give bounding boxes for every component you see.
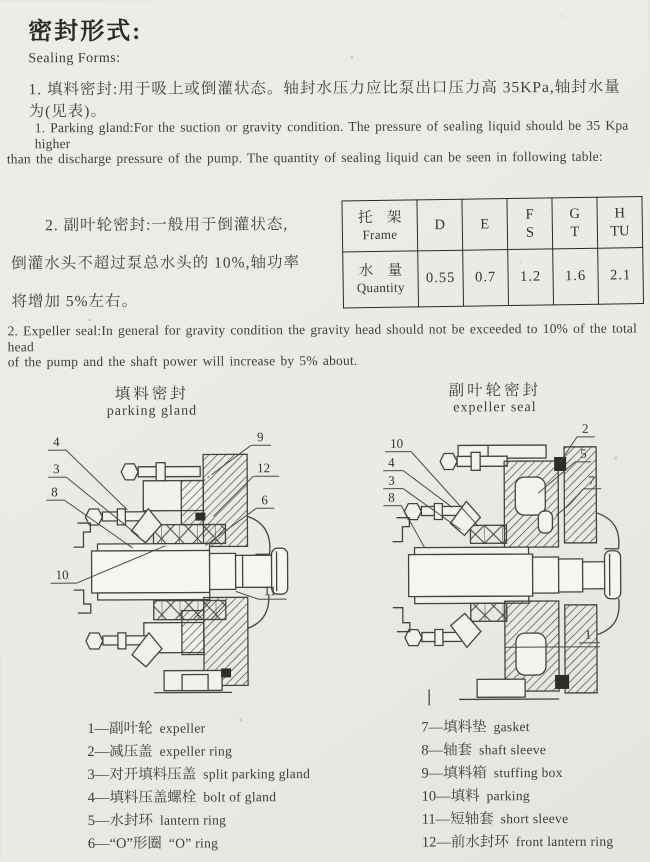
legend-item-10: [422, 784, 614, 808]
legend-item-7: [421, 715, 613, 739]
expeller-seal-diagram: [358, 417, 650, 715]
quantity-value: 0.55: [418, 250, 464, 307]
parking-gland-drawing: [35, 424, 336, 710]
frame-code: D: [418, 216, 462, 235]
legend-cn: 水封环: [109, 813, 153, 829]
table-header-quantity: [343, 251, 419, 308]
right-diagram-title-cn: 副叶轮密封: [415, 378, 575, 401]
legend-dash: —: [95, 744, 110, 760]
legend-cn: 前水封环: [451, 834, 509, 850]
legend-en: split parking gland: [203, 766, 310, 781]
callout-10: 10: [390, 436, 403, 451]
legend-item-1: [87, 716, 310, 740]
legend-item-8: [421, 738, 613, 762]
section1-english-line2: than the discharge pressure of the pump. The quantity of sealing liquid can be seen in following table:: [7, 149, 627, 168]
legend-dash: —: [95, 836, 110, 852]
callout-2: 2: [582, 421, 589, 436]
callout-1: 1: [585, 627, 592, 642]
legend-number: 12: [422, 835, 437, 851]
frame-label-en: Frame: [343, 226, 417, 243]
callout-5: 5: [580, 446, 587, 461]
legend-dash: —: [95, 721, 110, 737]
table-col-e: [462, 199, 508, 251]
legend-cn: 短轴套: [450, 811, 494, 827]
legend-item-11: [422, 807, 614, 831]
legend-cn: 填料: [451, 788, 480, 804]
legend-item-3: [87, 762, 310, 786]
frame-code2: S: [508, 223, 552, 242]
legend-en: front lantern ring: [516, 834, 614, 849]
legend-cn: 填料箱: [443, 765, 487, 781]
callout-11: 11: [264, 583, 277, 598]
legend-number: 9: [421, 766, 428, 782]
frame-code: H: [598, 204, 642, 223]
frame-code: F: [508, 205, 552, 224]
legend-cn: 对开填料压盖: [109, 767, 196, 783]
legend-en: bolt of gland: [203, 789, 276, 804]
section2-english-line2: of the pump and the shaft power will increase by 5% about.: [8, 352, 640, 371]
scan-speck: [350, 56, 353, 59]
legend-number: 11: [422, 812, 436, 828]
parking-gland-diagram: [35, 424, 336, 715]
left-diagram-title-cn: 填料密封: [72, 381, 232, 404]
legend-cn: “O”形圈: [110, 836, 162, 852]
quantity-label-cn: 水 量: [343, 262, 417, 281]
legend-cn: 减压盖: [109, 744, 153, 760]
legend-item-2: [87, 739, 310, 763]
legend-dash: —: [429, 719, 444, 735]
section2-english-line1: 2. Expeller seal:In general for gravity condition the gravity head should not be exceeded to 10% of the total head: [8, 321, 640, 356]
legend-number: 5: [88, 813, 95, 829]
scan-speck: [561, 15, 563, 17]
legend-number: 4: [88, 790, 95, 806]
callout-10: 10: [56, 567, 69, 582]
frame-code: E: [463, 215, 507, 234]
legend-item-6: [88, 831, 311, 855]
legend-dash: —: [95, 790, 110, 806]
legend-number: 6: [88, 836, 95, 852]
section2-chinese-line2: 倒灌水头不超过泵总水头的 10%,轴功率: [11, 250, 300, 273]
quantity-value: 1.6: [553, 248, 599, 305]
table-header-frame: [342, 200, 418, 252]
legend-number: 3: [87, 767, 94, 783]
expeller-seal-drawing: [358, 417, 650, 710]
legend-number: 1: [87, 721, 94, 737]
legend-en: shaft sleeve: [479, 742, 546, 757]
legend-number: 2: [87, 744, 94, 760]
quantity-value: 0.7: [463, 250, 509, 307]
table-col-d: [417, 199, 463, 251]
callout-4: 4: [388, 455, 395, 470]
sealing-liquid-quantity-table: [341, 196, 644, 308]
quantity-table-wrap: [342, 198, 643, 307]
legend-en: stuffing box: [494, 765, 563, 780]
callout-4: 4: [53, 434, 60, 449]
legend-right-column: [421, 715, 613, 854]
callout-6: 6: [261, 492, 268, 507]
legend-dash: —: [429, 742, 444, 758]
quantity-value: 1.2: [508, 249, 554, 306]
quantity-label-en: Quantity: [344, 280, 418, 297]
legend-en: gasket: [494, 719, 530, 734]
legend-cn: 轴套: [443, 742, 472, 758]
legend-en: parking: [487, 788, 530, 803]
legend-dash: —: [436, 834, 451, 850]
callout-7: 7: [588, 473, 595, 488]
callout-3: 3: [388, 473, 395, 488]
section2-chinese-line3: 将增加 5%左右。: [11, 289, 138, 312]
legend-item-5: [88, 808, 311, 832]
frame-label-cn: 托 架: [343, 208, 417, 227]
callout-9: 9: [257, 429, 264, 444]
legend-cn: 填料压盖螺栓: [109, 790, 196, 806]
legend-item-4: [88, 785, 311, 809]
frame-code: G: [553, 205, 597, 224]
callout-3: 3: [53, 461, 60, 476]
table-col-htu: [597, 197, 643, 249]
section1-chinese: 1. 填料密封:用于吸上或倒灌状态。轴封水压力应比泵出口压力高 35KPa,轴封水量为(见表)。: [28, 75, 634, 122]
legend-dash: —: [95, 767, 110, 783]
legend-en: “O” ring: [169, 835, 218, 850]
right-diagram-title-en: expeller seal: [415, 400, 575, 417]
legend-dash: —: [95, 813, 110, 829]
scan-speck: [88, 319, 91, 321]
callout-8: 8: [388, 490, 395, 505]
legend-dash: —: [436, 788, 451, 804]
legend-dash: —: [436, 811, 451, 827]
legend-en: short sleeve: [501, 811, 569, 826]
legend-dash: —: [429, 765, 444, 781]
legend-number: 8: [421, 743, 428, 759]
legend-number: 7: [421, 720, 428, 736]
frame-code2: TU: [598, 222, 642, 241]
left-diagram-title-en: parking gland: [72, 403, 232, 420]
legend-en: expeller ring: [160, 743, 233, 758]
legend-item-9: [421, 761, 613, 785]
legend-item-12: [422, 830, 614, 854]
page-title-en: Sealing Forms:: [28, 51, 120, 67]
frame-code2: T: [553, 223, 597, 242]
callout-12: 12: [257, 460, 270, 475]
legend-left-column: [87, 716, 310, 855]
legend-number: 10: [422, 789, 437, 805]
page-title-cn: 密封形式:: [28, 11, 142, 46]
legend-en: expeller: [160, 721, 206, 736]
legend-cn: 副叶轮: [109, 721, 153, 737]
table-col-fs: [507, 198, 553, 250]
legend-en: lantern ring: [160, 812, 226, 827]
callout-8: 8: [51, 484, 58, 499]
quantity-value: 2.1: [598, 248, 644, 305]
table-col-gt: [552, 197, 598, 249]
legend-cn: 填料垫: [443, 719, 487, 735]
section2-chinese-line1: 2. 副叶轮密封:一般用于倒灌状态,: [45, 212, 288, 235]
section1-english-line1: 1. Parking gland:For the suction or gravity condition. The pressure of sealing liquid should be 35 Kpa higher: [35, 118, 641, 153]
